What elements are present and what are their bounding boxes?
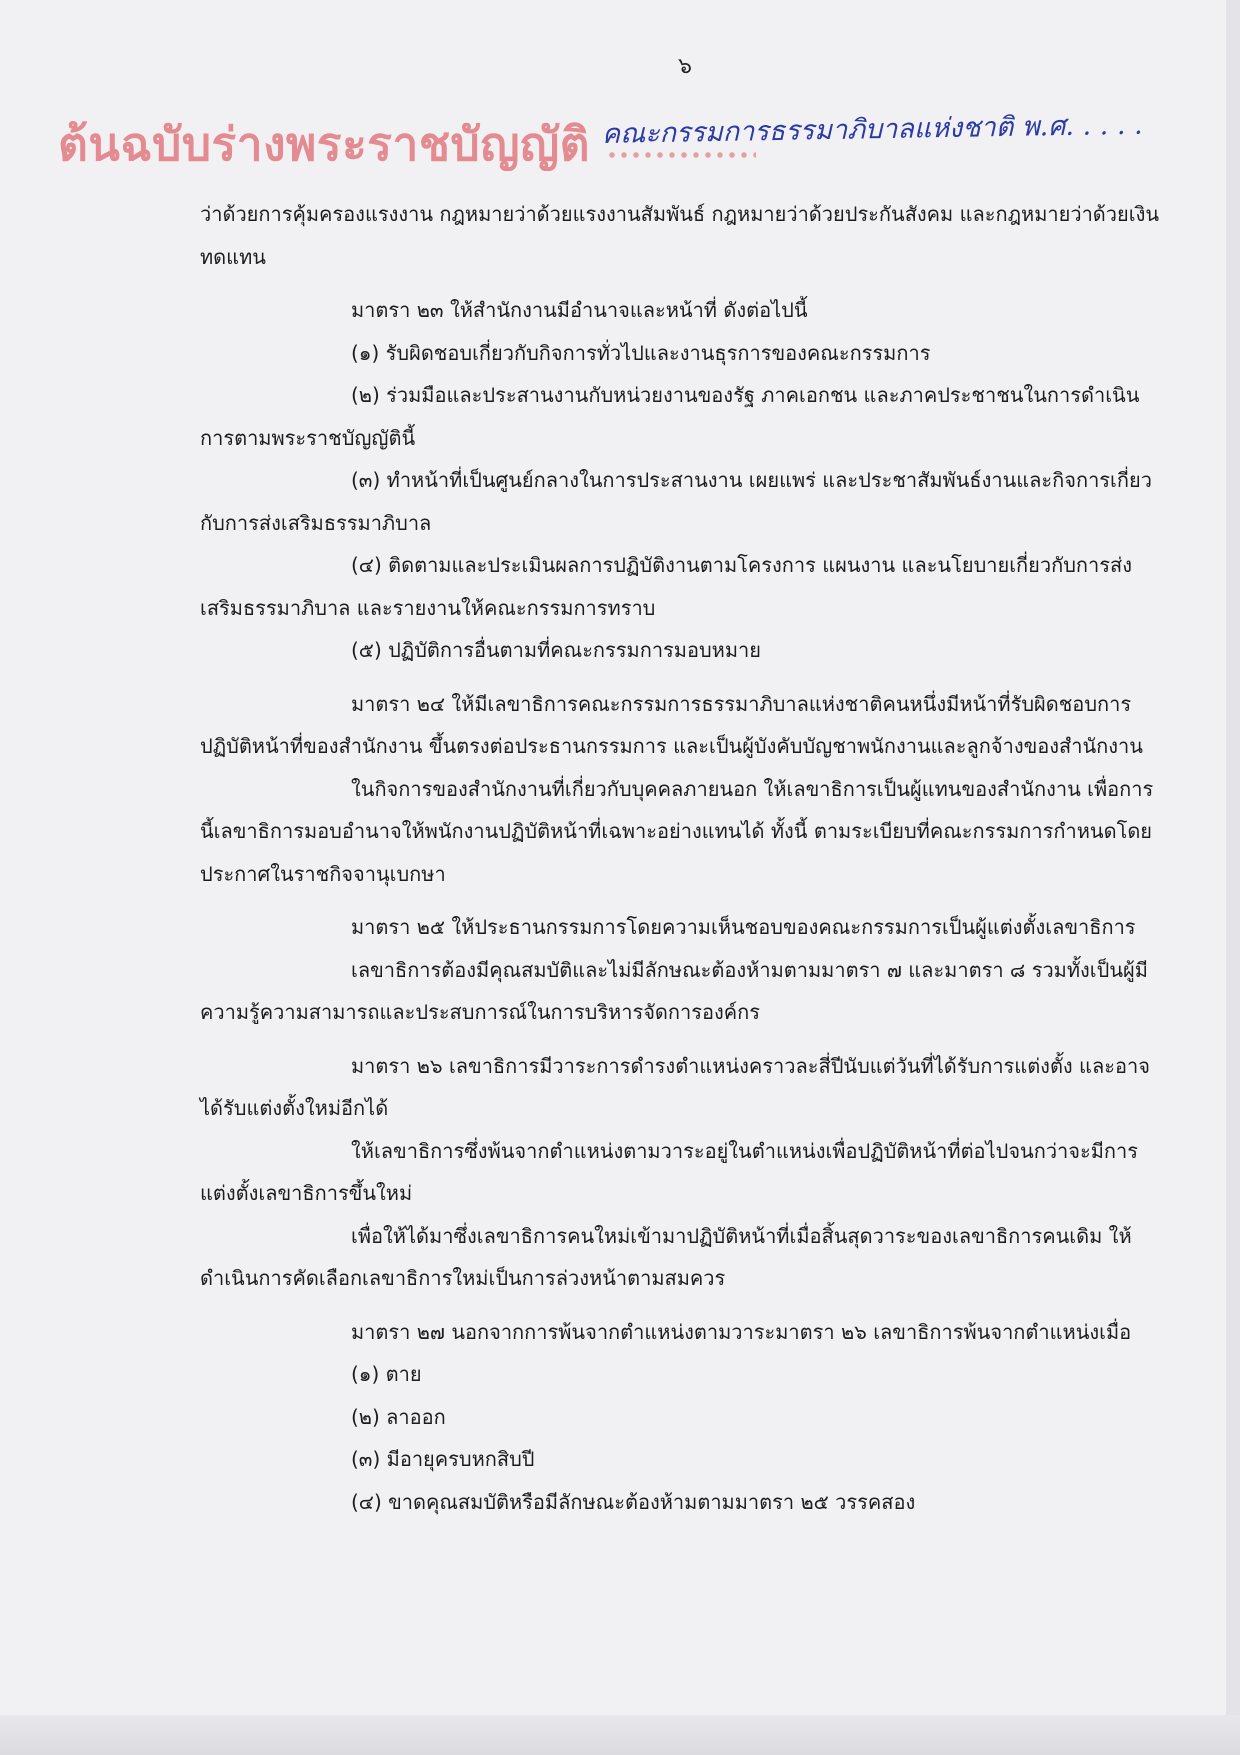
handwritten-title: คณะกรรมการธรรมาภิบาลแห่งชาติ พ.ศ. . . . . <box>601 109 1143 150</box>
document-body <box>200 193 1160 1523</box>
paragraph: (๓) มีอายุครบหกสิบปี <box>351 1447 535 1471</box>
paragraph: (๒) ร่วมมือและประสานงานกับหน่วยงานของรัฐ ภาคเอกชน และภาคประชาชนในการดำเนินการตามพระราชบัญญัตินี้ <box>200 383 1140 450</box>
paragraph: (๕) ปฏิบัติการอื่นตามที่คณะกรรมการมอบหมาย <box>351 638 761 662</box>
paragraph: มาตรา ๒๓ ให้สำนักงานมีอำนาจและหน้าที่ ดังต่อไปนี้ <box>351 298 808 322</box>
paragraph: (๔) ขาดคุณสมบัติหรือมีลักษณะต้องห้ามตามมาตรา ๒๕ วรรคสอง <box>351 1489 916 1514</box>
paragraph: (๔) ติดตามและประเมินผลการปฏิบัติงานตามโครงการ แผนงาน และนโยบายเกี่ยวกับการส่งเสริมธรรมาภิบาล และรายงานให้คณะกรรมการทราบ <box>200 553 1132 620</box>
scan-edge-bottom <box>0 1715 1240 1755</box>
paragraph: มาตรา ๒๖ เลขาธิการมีวาระการดำรงตำแหน่งคราวละสี่ปีนับแต่วันที่ได้รับการแต่งตั้ง และอาจได้รับแต่งตั้งใหม่อีกได้ <box>200 1053 1150 1120</box>
paragraph: ว่าด้วยการคุ้มครองแรงงาน กฎหมายว่าด้วยแรงงานสัมพันธ์ กฎหมายว่าด้วยประกันสังคม และกฎหมายว่าด้วยเงินทดแทน <box>200 202 1160 269</box>
paragraph: (๑) ตาย <box>351 1362 422 1386</box>
paragraph: ในกิจการของสำนักงานที่เกี่ยวกับบุคคลภายนอก ให้เลขาธิการเป็นผู้แทนของสำนักงาน เพื่อการนี้เลขาธิการมอบอำนาจให้พนักงานปฏิบัติหน้าที่เฉพาะอย่างแทนได้ ทั้งนี้ ตามระเบียบที่คณะกรรมการกำหนดโดยประกาศในราชกิจจานุเบกษา <box>200 776 1154 886</box>
paragraph: (๓) ทำหน้าที่เป็นศูนย์กลางในการประสานงาน เผยแพร่ และประชาสัมพันธ์งานและกิจการเกี่ยวกับการส่งเสริมธรรมาภิบาล <box>200 468 1152 535</box>
paragraph: (๒) ลาออก <box>351 1404 446 1429</box>
paragraph: มาตรา ๒๕ ให้ประธานกรรมการโดยความเห็นชอบของคณะกรรมการเป็นผู้แต่งตั้งเลขาธิการ <box>351 915 1136 939</box>
paragraph: (๑) รับผิดชอบเกี่ยวกับกิจการทั่วไปและงานธุรการของคณะกรรมการ <box>351 340 931 365</box>
page-number: ๖ <box>678 54 692 79</box>
scan-edge <box>1226 0 1240 1755</box>
paragraph: มาตรา ๒๗ นอกจากการพ้นจากตำแหน่งตามวาระมาตรา ๒๖ เลขาธิการพ้นจากตำแหน่งเมื่อ <box>351 1319 1132 1344</box>
draft-stamp: ต้นฉบับร่างพระราชบัญญัติ <box>58 117 591 171</box>
paragraph: มาตรา ๒๔ ให้มีเลขาธิการคณะกรรมการธรรมาภิบาลแห่งชาติคนหนึ่งมีหน้าที่รับผิดชอบการปฏิบัติหน้าที่ของสำนักงาน ขึ้นตรงต่อประธานกรรมการ และเป็นผู้บังคับบัญชาพนักงานและลูกจ้างของสำนักงาน <box>200 691 1143 758</box>
paragraph: ให้เลขาธิการซึ่งพ้นจากตำแหน่งตามวาระอยู่ในตำแหน่งเพื่อปฏิบัติหน้าที่ต่อไปจนกว่าจะมีการแต่งตั้งเลขาธิการขึ้นใหม่ <box>200 1138 1139 1205</box>
paragraph: เลขาธิการต้องมีคุณสมบัติและไม่มีลักษณะต้องห้ามตามมาตรา ๗ และมาตรา ๘ รวมทั้งเป็นผู้มีความรู้ความสามารถและประสบการณ์ในการบริหารจัดการองค์กร <box>200 957 1148 1024</box>
paragraph: เพื่อให้ได้มาซึ่งเลขาธิการคนใหม่เข้ามาปฏิบัติหน้าที่เมื่อสิ้นสุดวาระของเลขาธิการคนเดิม ให้ดำเนินการคัดเลือกเลขาธิการใหม่เป็นการล่วงหน้าตามสมควร <box>200 1223 1132 1290</box>
